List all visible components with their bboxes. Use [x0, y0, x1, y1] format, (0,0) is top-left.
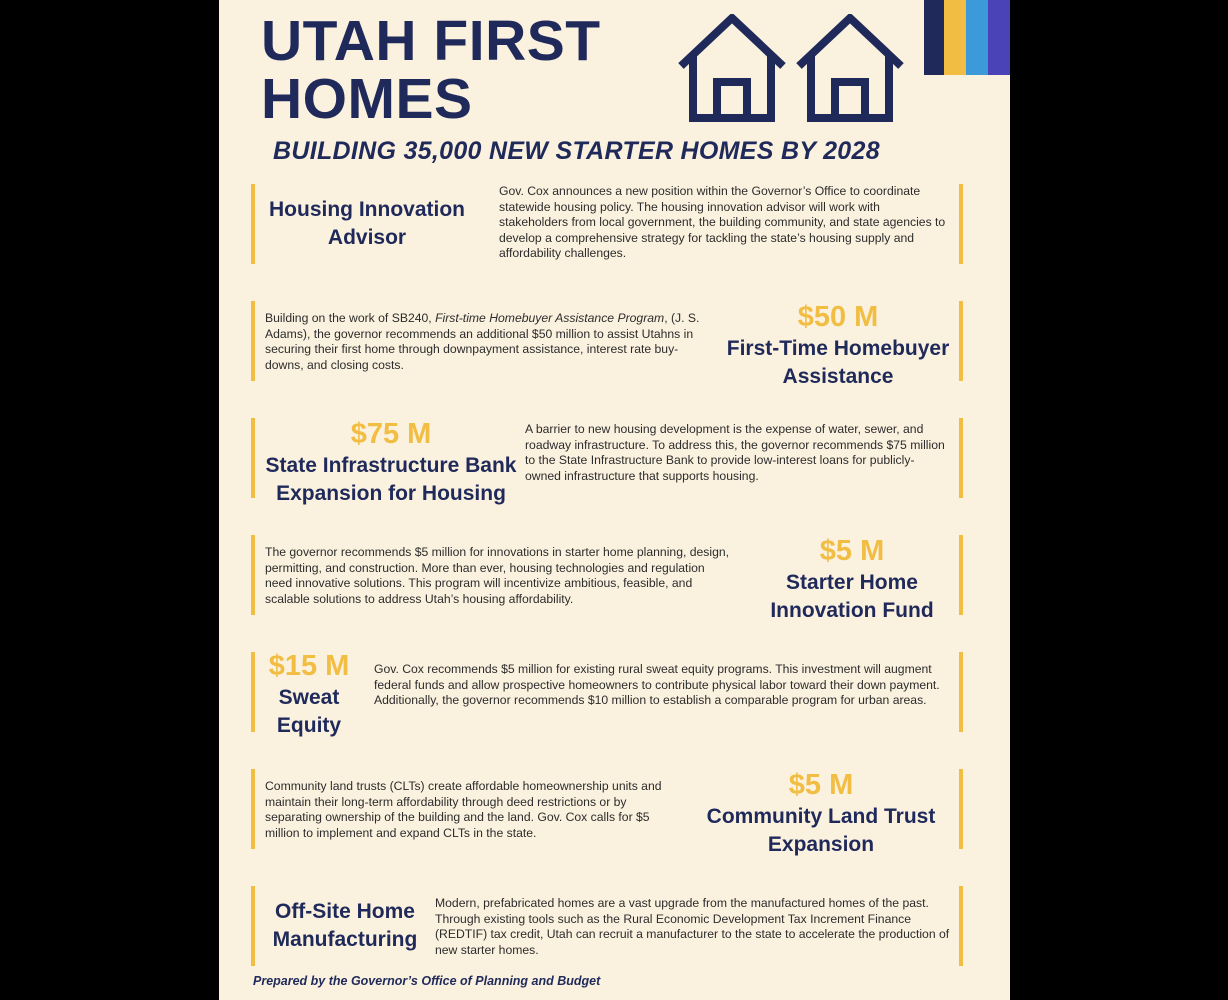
section-heading: Community Land Trust Expansion	[706, 805, 936, 856]
accent-bar	[251, 769, 255, 849]
section-first-time-homebuyer	[251, 301, 963, 388]
section-heading: Starter Home Innovation Fund	[770, 571, 934, 622]
color-stripes	[924, 0, 1010, 75]
stripe-gold	[944, 0, 966, 75]
section-amount: $75 M	[350, 418, 432, 450]
section-state-infrastructure-bank	[251, 418, 963, 505]
section-amount: $5 M	[819, 535, 885, 567]
section-starter-home-innovation-fund	[251, 535, 963, 622]
page-title	[261, 9, 601, 131]
stripe-navy	[924, 0, 944, 75]
accent-bar	[251, 652, 255, 732]
accent-bar	[251, 535, 255, 615]
section-body: Modern, prefabricated homes are a vast upgrade from the manufactured homes of the past. Through existing tools such as the Rural Economic Development Tax Increment Finance (REDTIF) tax credit, Utah can recruit a manufacturer to the state to accelerate the production of new starter homes.	[435, 896, 950, 957]
document-page	[219, 0, 1010, 1000]
accent-bar	[251, 886, 255, 966]
accent-bar	[959, 652, 963, 732]
stripe-purple	[988, 0, 1010, 75]
house-icon	[681, 18, 783, 118]
section-heading: Off-Site Home Manufacturing	[272, 900, 418, 951]
section-amount: $5 M	[788, 769, 854, 801]
accent-bar	[959, 886, 963, 966]
section-heading: First-Time Homebuyer Assistance	[726, 337, 950, 388]
section-body: The governor recommends $5 million for innovations in starter home planning, design, permitting, and construction. More than ever, housing technologies and regulation need innovative solutions. This program will incentivize ambitious, feasible, and scalable solutions to address Utah’s housing affordability.	[265, 545, 730, 606]
section-body: Community land trusts (CLTs) create affordable homeownership units and maintain their long-term affordability through deed restrictions or by separating ownership of the building and the land. Gov. Cox calls for $5 million to implement and expand CLTs in the state.	[265, 779, 662, 840]
section-body: Gov. Cox recommends $5 million for existing rural sweat equity programs. This investment will augment federal funds and allow prospective homeowners to contribute physical labor toward their down payment. Additionally, the governor recommends $10 million to establish a comparable program for urban areas.	[374, 662, 940, 708]
section-off-site-home-manufacturing	[251, 886, 963, 966]
accent-bar	[959, 184, 963, 264]
accent-bar	[251, 301, 255, 381]
section-sweat-equity	[251, 650, 963, 737]
footer-credit: Prepared by the Governor’s Office of Planning and Budget	[253, 974, 601, 988]
accent-bar	[959, 301, 963, 381]
subtitle: BUILDING 35,000 NEW STARTER HOMES BY 2028	[273, 137, 880, 165]
section-amount: $15 M	[268, 650, 350, 682]
accent-bar	[251, 184, 255, 264]
stripe-blue	[966, 0, 988, 75]
accent-bar	[959, 769, 963, 849]
house-icon	[799, 18, 901, 118]
houses-graphic	[677, 14, 907, 126]
section-body: A barrier to new housing development is the expense of water, sewer, and roadway infrastructure. To address this, the governor recommends $75 million to the State Infrastructure Bank to provide low-interest loans for publicly-owned infrastructure that supports housing.	[525, 422, 945, 483]
title-line-2: HOMES	[261, 67, 473, 131]
section-amount: $50 M	[797, 301, 879, 333]
section-heading: Sweat Equity	[276, 686, 342, 737]
section-body: Building on the work of SB240, First-time Homebuyer Assistance Program, (J. S. Adams), the governor recommends an additional $50 million to assist Utahns in securing their first home through downpayment assistance, interest rate buy-downs, and closing costs.	[265, 311, 700, 372]
accent-bar	[959, 535, 963, 615]
accent-bar	[251, 418, 255, 498]
title-line-1: UTAH FIRST	[261, 9, 601, 73]
section-heading: Housing Innovation Advisor	[269, 198, 465, 249]
section-housing-innovation-advisor	[251, 184, 963, 264]
section-body: Gov. Cox announces a new position within the Governor’s Office to coordinate statewide housing policy. The housing innovation advisor will work with stakeholders from local government, the building community, and state agencies to develop a comprehensive strategy for tackling the state’s housing supply and affordability challenges.	[499, 184, 946, 261]
accent-bar	[959, 418, 963, 498]
section-community-land-trust	[251, 769, 963, 856]
section-heading: State Infrastructure Bank Expansion for Housing	[265, 454, 517, 505]
